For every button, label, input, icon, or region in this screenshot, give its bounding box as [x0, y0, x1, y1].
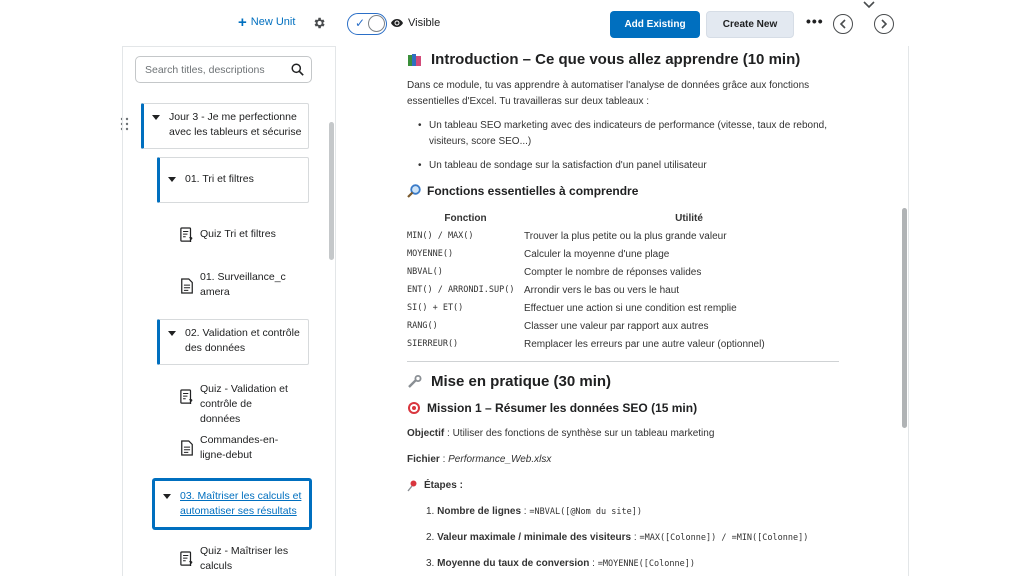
- function-code: MOYENNE(): [407, 249, 454, 259]
- step-number: 2.: [426, 532, 435, 543]
- unit-label: 02. Validation et contrôle des données: [185, 327, 300, 354]
- content-area: [337, 46, 909, 576]
- step-number: 1.: [426, 506, 435, 517]
- topic-label: Commandes-en-ligne-debut: [200, 434, 279, 461]
- intro-title: Introduction – Ce que vous allez apprendre (10 min): [431, 51, 801, 68]
- sidebar-topic-commandes[interactable]: [180, 433, 292, 463]
- expand-caret-icon[interactable]: [168, 331, 176, 336]
- next-button[interactable]: [874, 14, 894, 34]
- function-code: MIN() / MAX(): [407, 231, 474, 241]
- visibility-toggle[interactable]: [347, 13, 387, 35]
- sidebar-topic-quiz-validation[interactable]: [180, 382, 292, 425]
- chevron-right-icon: [880, 19, 888, 29]
- target-icon: [407, 401, 421, 415]
- step-separator: :: [521, 506, 530, 517]
- function-code: SI() + ET(): [407, 303, 464, 313]
- table-row: [407, 245, 854, 263]
- visibility-status: [391, 17, 440, 29]
- file-label: Fichier: [407, 454, 440, 465]
- file-separator: :: [439, 454, 449, 465]
- intro-paragraph: Dans ce module, tu vas apprendre à automatiser l'analyse de données grâce aux fonctions essentielles d'Excel. Tu travailleras sur deux tableaux :: [407, 80, 810, 107]
- steps-label: Étapes :: [424, 480, 463, 491]
- unit-label[interactable]: 03. Maîtriser les calculs et automatiser ses résultats: [180, 490, 302, 517]
- table-header-fonction: Fonction: [444, 213, 487, 224]
- expand-caret-icon[interactable]: [163, 494, 171, 499]
- topic-label: 01. Surveillance_camera: [200, 271, 286, 298]
- topic-label: Quiz - Validation et contrôle de données: [200, 383, 288, 425]
- functions-table: [407, 211, 854, 353]
- sidebar-scrollbar[interactable]: [329, 122, 334, 260]
- sidebar-unit-calculs[interactable]: [153, 479, 311, 529]
- quiz-icon: [180, 389, 194, 405]
- step-label: Moyenne du taux de conversion: [437, 558, 590, 569]
- step-formula: =MOYENNE([Colonne]): [597, 559, 695, 569]
- eye-icon: [391, 19, 403, 27]
- plus-icon: +: [238, 13, 247, 31]
- functions-title: Fonctions essentielles à comprendre: [427, 184, 639, 198]
- visibility-label: Visible: [408, 17, 441, 29]
- step-number: 3.: [426, 558, 435, 569]
- svg-text:?: ?: [188, 236, 193, 244]
- search-placeholder: Search titles, descriptions: [145, 63, 265, 76]
- sidebar-topic-surveillance[interactable]: [180, 270, 292, 300]
- table-row: [407, 227, 854, 245]
- step-separator: :: [631, 532, 640, 543]
- checkmark-icon: ✓: [355, 16, 366, 30]
- function-description: Calculer la moyenne d'une plage: [524, 248, 670, 260]
- practice-title: Mise en pratique (30 min): [431, 373, 612, 390]
- objective-line: [407, 426, 837, 442]
- sidebar-topic-quiz-tri[interactable]: [180, 227, 310, 243]
- objective-text: : Utiliser des fonctions de synthèse sur un tableau marketing: [444, 428, 715, 439]
- function-code: ENT() / ARRONDI.SUP(): [407, 285, 515, 295]
- sidebar-unit-tri-filtres[interactable]: [157, 157, 309, 203]
- create-new-button[interactable]: Create New: [706, 11, 794, 38]
- table-row: [407, 263, 854, 281]
- step-label: Valeur maximale / minimale des visiteurs: [437, 532, 632, 543]
- table-row: [407, 299, 854, 317]
- previous-button[interactable]: [833, 14, 853, 34]
- function-description: Remplacer les erreurs par une autre valeur (optionnel): [524, 338, 765, 350]
- mission-title: Mission 1 – Résumer les données SEO (15 min): [427, 401, 698, 415]
- add-existing-button[interactable]: Add Existing: [610, 11, 700, 38]
- top-toolbar: [0, 0, 1024, 46]
- unit-label: Jour 3 - Je me perfectionne avec les tableurs et sécurise: [169, 111, 302, 138]
- file-name: Performance_Web.xlsx: [448, 454, 552, 465]
- wrench-icon: [407, 375, 423, 389]
- quiz-icon: [180, 227, 194, 243]
- topic-label: Quiz - Maîtriser les calculs: [200, 545, 289, 572]
- more-options-button[interactable]: •••: [806, 13, 824, 29]
- document-icon: [180, 278, 194, 294]
- expand-caret-icon[interactable]: [152, 115, 160, 120]
- function-description: Classer une valeur par rapport aux autres: [524, 320, 709, 332]
- chevron-left-icon: [839, 19, 847, 29]
- table-header-utilite: Utilité: [675, 213, 703, 224]
- unit-label: 01. Tri et filtres: [185, 173, 254, 185]
- step-label: Nombre de lignes: [437, 506, 522, 517]
- new-unit-button[interactable]: [238, 13, 296, 31]
- practice-heading: [407, 373, 611, 390]
- expand-caret-icon[interactable]: [168, 177, 176, 182]
- section-divider: [407, 361, 839, 362]
- list-item: [426, 532, 808, 543]
- quiz-icon: [180, 551, 194, 567]
- step-formula: =NBVAL([@Nom du site]): [529, 507, 642, 517]
- intro-heading: [407, 51, 800, 68]
- document-icon: [180, 440, 194, 456]
- sidebar-unit-validation[interactable]: [157, 319, 309, 365]
- toggle-knob: [368, 15, 385, 32]
- step-formula: =MAX([Colonne]) / =MIN([Colonne]): [639, 533, 809, 543]
- table-row: [407, 281, 854, 299]
- function-code: NBVAL(): [407, 267, 443, 277]
- function-code: SIERREUR(): [407, 339, 459, 349]
- list-item: [426, 558, 695, 569]
- list-item: [426, 506, 642, 517]
- function-code: RANG(): [407, 321, 438, 331]
- function-description: Effectuer une action si une condition est remplie: [524, 302, 737, 314]
- sidebar-topic-quiz-calculs[interactable]: [180, 544, 292, 574]
- gear-icon[interactable]: [312, 16, 326, 30]
- books-icon: [407, 53, 423, 67]
- mission-heading: [407, 401, 697, 415]
- table-of-contents-sidebar: [122, 46, 336, 576]
- file-line: [407, 452, 837, 468]
- chevron-down-icon[interactable]: [863, 0, 875, 9]
- step-separator: :: [589, 558, 598, 569]
- search-input[interactable]: [135, 56, 312, 83]
- function-description: Arrondir vers le bas ou vers le haut: [524, 284, 680, 296]
- svg-text:?: ?: [188, 398, 193, 406]
- function-description: Compter le nombre de réponses valides: [524, 266, 702, 278]
- pushpin-icon: [407, 480, 418, 492]
- sidebar-unit-jour3[interactable]: [141, 103, 309, 149]
- objective-label: Objectif: [407, 428, 445, 439]
- list-item: • Un tableau de sondage sur la satisfaction d'un panel utilisateur: [429, 158, 829, 174]
- svg-text:?: ?: [188, 560, 193, 568]
- table-row: [407, 317, 854, 335]
- functions-heading: [407, 184, 638, 198]
- magnifier-icon: [407, 184, 421, 198]
- list-item: • Un tableau SEO marketing avec des indicateurs de performance (vitesse, taux de rebond, visiteurs, score SEO...): [429, 118, 829, 150]
- search-icon[interactable]: [291, 63, 304, 76]
- steps-line: [407, 478, 837, 494]
- table-row: [407, 335, 854, 353]
- topic-label: Quiz Tri et filtres: [200, 228, 276, 240]
- function-description: Trouver la plus petite ou la plus grande valeur: [524, 230, 727, 242]
- new-unit-label: New Unit: [250, 16, 296, 28]
